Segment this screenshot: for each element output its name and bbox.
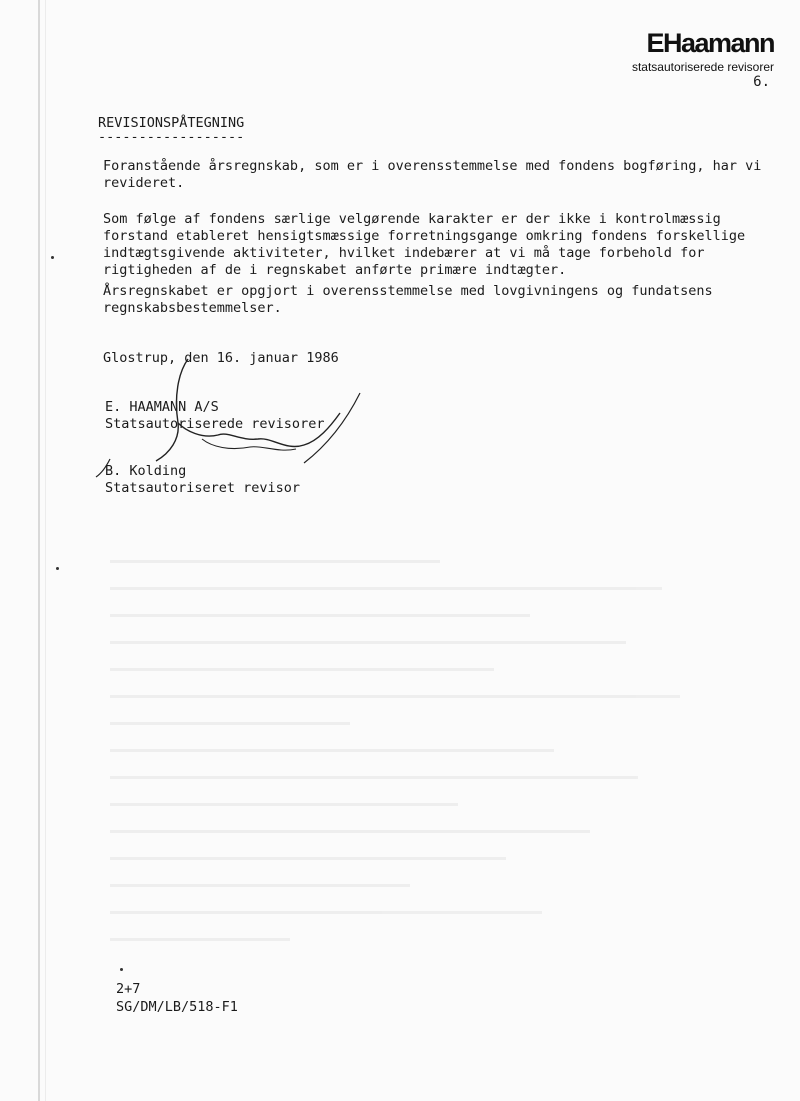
report-heading: REVISIONSPÅTEGNING bbox=[98, 115, 245, 131]
place-date: Glostrup, den 16. januar 1986 bbox=[103, 350, 339, 366]
binding-edge-shadow bbox=[45, 0, 46, 1101]
footer-line-1: 2+7 bbox=[116, 981, 141, 997]
signer-title: Statsautoriseret revisor bbox=[105, 480, 301, 496]
paragraph-2: Som følge af fondens særlige velgørende karakter er der ikke i kontrolmæssig forstand etableret hensigtsmæssige forretningsgange omkring fondens forskellige indtægtsgivende aktiviteter, hvilket indebærer at vi må tage forbehold for rigtigheden af de i regnskabet anførte primære indtægter. bbox=[103, 211, 746, 278]
binding-edge bbox=[38, 0, 40, 1101]
heading-underline: ------------------ bbox=[98, 129, 245, 145]
paragraph-1: Foranstående årsregnskab, som er i overensstemmelse med fondens bogføring, har vi revideret. bbox=[103, 158, 762, 191]
paragraph-3: Årsregnskabet er opgjort i overensstemmelse med lovgivningens og fundatsens regnskabsbestemmelser. bbox=[103, 283, 713, 316]
footer-reference: SG/DM/LB/518-F1 bbox=[116, 999, 238, 1015]
speck bbox=[56, 567, 59, 570]
firm-name: E. HAAMANN A/S bbox=[105, 399, 219, 415]
show-through-text bbox=[110, 560, 710, 990]
signer-name: B. Kolding bbox=[105, 463, 187, 479]
page-number: 6. bbox=[753, 74, 770, 90]
speck bbox=[120, 968, 123, 971]
speck bbox=[51, 256, 54, 259]
firm-title: Statsautoriserede revisorer bbox=[105, 416, 325, 432]
firm-logo: EHaamann bbox=[646, 28, 774, 58]
firm-tagline: statsautoriserede revisorer bbox=[631, 60, 774, 74]
